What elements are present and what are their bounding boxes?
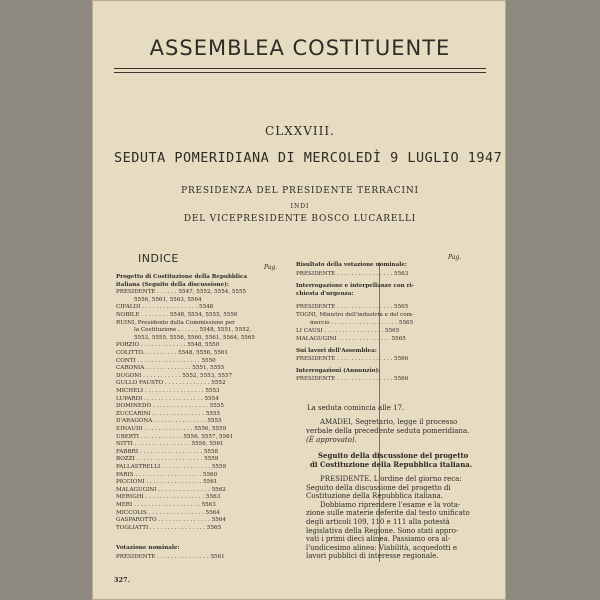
index-entry: 5556, 5561, 5563, 5564 <box>134 296 202 303</box>
index-entry: PRESIDENTE . . . . . . . . . . . . . . . . 5563 <box>296 271 409 277</box>
body-line: Costituzione della Repubblica italiana. <box>306 492 443 501</box>
vice-presidency-line: DEL VICEPRESIDENTE BOSCO LUCARELLI <box>183 214 417 224</box>
index-entry: Votazione nominale: <box>116 545 180 551</box>
body-line: Seguito della discussione del progetto di <box>306 483 451 492</box>
index-entry: mercio . . . . . . . . . . . . . . . . . . . 5565 <box>310 320 414 326</box>
body-line: PRESIDENTE. L'ordine del giorno reca: <box>320 475 462 483</box>
index-entry: PRESIDENTE . . . . . . . . . . . . . . . . 5566 <box>296 376 409 382</box>
opening-line: La seduta comincia alle 17. <box>307 404 405 412</box>
index-entry: UBERTI . . . . . . . . . . . . 5556, 5557, 5561 <box>116 433 234 440</box>
index-title: INDICE <box>138 252 179 265</box>
page-folio: 327. <box>114 576 130 584</box>
body-line: AMADEI, Segretario, legge il processo <box>320 418 458 426</box>
index-entry: MERI . . . . . . . . . . . . . . . . . . . 5563 <box>116 502 216 508</box>
index-entry: CARONIA . . . . . . . . . . . . . 5551, 5555 <box>116 365 225 372</box>
body-line: legislativa della Regione. Sono stati appro- <box>306 526 459 535</box>
index-entry: PRESIDENTE . . . . . . . . . . . . . . . . 5566 <box>296 356 409 362</box>
section-heading: Seguito della discussione del progetto <box>318 451 469 460</box>
session-number: CLXXVIII. <box>265 124 335 138</box>
index-entry: FABBRI . . . . . . . . . . . . . . . . . . 5558 <box>116 448 219 455</box>
index-entry: CONTI . . . . . . . . . . . . . . . . . . 5550 <box>116 357 216 364</box>
index-entry: GULLO FAUSTO . . . . . . . . . . . . . 5552 <box>116 380 226 387</box>
index-entry: TOGLIATTI . . . . . . . . . . . . . . . . 5565 <box>116 524 222 531</box>
body-line: Dobbiamo riprendere l'esame e la vota- <box>320 500 461 509</box>
index-entry: MALAGUGINI . . . . . . . . . . . . . . . 5562 <box>116 486 226 493</box>
index-entry: PALLASTRELLI . . . . . . . . . . . . . . 5559 <box>116 464 227 470</box>
index-entry: BOZZI . . . . . . . . . . . . . . . . . . . 5559 <box>116 456 219 463</box>
indi-line: INDI <box>290 203 310 210</box>
index-entry: PORZIO . . . . . . . . . . . . . 5548, 5550 <box>116 342 220 349</box>
index-entry: PICCIONI . . . . . . . . . . . . . . . . 5561 <box>116 479 218 486</box>
index-entry: Sui lavori dell'Assemblea: <box>296 348 377 354</box>
index-entry: Progetto di Costituzione della Repubblica <box>116 274 248 280</box>
index-entry: 5553, 5555, 5556, 5560, 5561, 5564, 5565 <box>134 334 255 341</box>
index-entry: MICCOLIS . . . . . . . . . . . . . . . . 5564 <box>116 509 220 516</box>
index-entry: GASPAROTTO . . . . . . . . . . . . . . . 5564 <box>116 517 226 524</box>
index-entry: MERIGHI . . . . . . . . . . . . . . . . . 5563 <box>116 494 221 501</box>
index-pag-label-left: Pag. <box>264 264 278 271</box>
index-entry: LI CAUSI . . . . . . . . . . . . . . . . . 5565 <box>296 328 400 334</box>
index-entry: COLITTO. . . . . . . . . . 5548, 5556, 5561 <box>116 350 228 356</box>
index-entry: DUGONI . . . . . . . . . . . 5552, 5553, 5557 <box>116 372 233 379</box>
index-entry: DOMINEDÒ . . . . . . . . . . . . . . . . 5555 <box>116 403 224 410</box>
index-entry: TOGNI, Ministro dell'industria e del com- <box>296 312 414 318</box>
index-entry: PARIS . . . . . . . . . . . . . . . . . . . 5560 <box>116 471 218 478</box>
body-line: (È approvato). <box>306 436 357 444</box>
header-rule-thick <box>114 68 486 69</box>
header-rule-thin <box>114 72 486 73</box>
index-entry: NITTI . . . . . . . . . . . . . . . . 5556, 5561 <box>116 441 224 448</box>
section-heading: di Costituzione della Repubblica italiana. <box>310 460 473 469</box>
index-entry: RUINI, Presidente della Commissione per <box>116 319 235 326</box>
body-line: vati i primi dieci alinea. Passiamo ora al- <box>306 535 451 544</box>
assembly-header: ASSEMBLEA COSTITUENTE <box>149 36 451 60</box>
index-entry: D'ARAGONA . . . . . . . . . . . . . . . 5555 <box>116 418 222 425</box>
body-line: l'undicesimo alinea: Viabilità, acquedotti e <box>306 543 458 552</box>
index-entry: Interrogazione e interpellanze con ri- <box>296 283 415 289</box>
index-entry: PRESIDENTE . . . . . . 5547, 5552, 5554, 5555 <box>116 289 247 296</box>
index-entry: italiana (Seguito della discussione): <box>116 281 229 288</box>
index-entry: CIFALDI . . . . . . . . . . . . . . . . 5548 <box>116 304 214 311</box>
index-entry: la Costituzione . . . . . . 5548, 5551, 5552, <box>134 327 252 334</box>
index-entry: PRESIDENTE . . . . . . . . . . . . . . . 5561 <box>116 554 225 560</box>
index-entry: Interrogazioni (Annunzio): <box>296 368 381 374</box>
index-entry: NOBILE . . . . . . . . 5548, 5554, 5555, 5556 <box>116 312 238 318</box>
index-entry: MICHELI . . . . . . . . . . . . . . . . . 5553 <box>116 388 220 394</box>
index-entry: PRESIDENTE . . . . . . . . . . . . . . . . 5565 <box>296 304 409 310</box>
index-entry: MALAGUGINI . . . . . . . . . . . . . . . 5565 <box>296 336 406 342</box>
index-pag-label-right: Pag. <box>448 254 462 261</box>
index-entry: EINAUDI . . . . . . . . . . . . . . 5556, 5559 <box>116 426 227 432</box>
session-title: SEDUTA POMERIDIANA DI MERCOLEDÌ 9 LUGLIO 1947 <box>114 150 503 166</box>
index-entry: Risultato della votazione nominale: <box>296 262 407 268</box>
body-line: degli articoli 109, 110 e 111 alla potestà <box>306 518 450 526</box>
document-page <box>92 0 506 600</box>
index-entry: LUPARDI . . . . . . . . . . . . . . . . . 5554 <box>116 395 219 402</box>
body-line: lavori pubblici di interesse regionale. <box>306 552 439 561</box>
presidency-line: PRESIDENZA DEL PRESIDENTE TERRACINI <box>181 186 419 196</box>
index-entry: chiesta d'urgenza: <box>296 291 354 297</box>
index-entry: ZUCCARINI . . . . . . . . . . . . . . . 5555 <box>116 410 221 417</box>
body-line: zione sulle materie deferite dal testo unificato <box>306 509 470 518</box>
body-line: verbale della precedente seduta pomeridiana. <box>306 427 470 435</box>
